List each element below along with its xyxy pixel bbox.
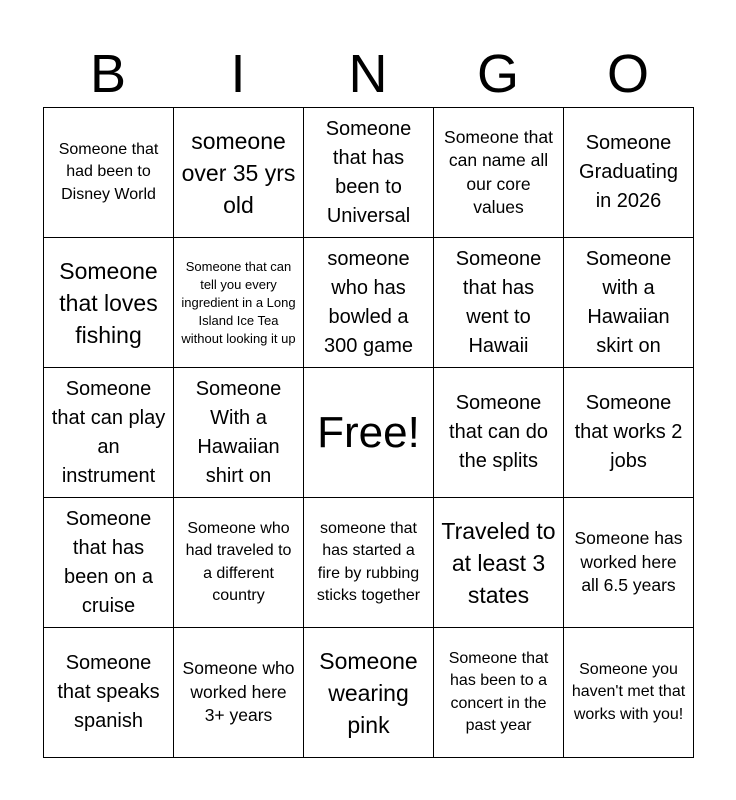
- bingo-cell[interactable]: [44, 498, 174, 628]
- bingo-cell[interactable]: [304, 108, 434, 238]
- cell-label: Someone that can tell you every ingredient in a Long Island Ice Tea without looking it up: [181, 258, 296, 346]
- cell-label: Someone that loves fishing: [59, 257, 158, 348]
- bingo-cell[interactable]: [434, 628, 564, 758]
- bingo-cell[interactable]: [174, 628, 304, 758]
- bingo-header: [43, 40, 693, 108]
- cell-label: Someone who had traveled to a different country: [185, 519, 292, 604]
- cell-label: Someone that has been to Universal: [325, 117, 412, 227]
- cell-label: Someone wearing pink: [319, 647, 418, 738]
- bingo-cell[interactable]: [304, 498, 434, 628]
- bingo-cell[interactable]: [174, 498, 304, 628]
- bingo-cell[interactable]: [564, 238, 694, 368]
- header-letter-b: B: [89, 44, 127, 104]
- bingo-cell[interactable]: [44, 238, 174, 368]
- bingo-cell[interactable]: [174, 368, 304, 498]
- bingo-cell[interactable]: [564, 108, 694, 238]
- cell-label: Someone that has went to Hawaii: [455, 247, 542, 357]
- cell-label: Someone that can play an instrument: [51, 377, 166, 487]
- cell-label: Someone that works 2 jobs: [574, 392, 683, 472]
- header-letter-i: I: [230, 44, 246, 104]
- cell-label: Someone with a Hawaiian skirt on: [585, 247, 672, 357]
- bingo-cell[interactable]: [304, 628, 434, 758]
- bingo-cell[interactable]: [44, 368, 174, 498]
- cell-label: Traveled to at least 3 states: [441, 517, 556, 608]
- cell-label: Someone Graduating in 2026: [579, 132, 678, 212]
- bingo-cell[interactable]: [434, 368, 564, 498]
- cell-label: Someone has worked here all 6.5 years: [574, 528, 683, 596]
- bingo-cell[interactable]: [174, 108, 304, 238]
- cell-label: someone who has bowled a 300 game: [324, 247, 413, 357]
- cell-label: Someone that has been on a cruise: [64, 507, 153, 617]
- cell-label: Someone who worked here 3+ years: [182, 658, 295, 726]
- bingo-cell[interactable]: [564, 628, 694, 758]
- cell-label: Someone that speaks spanish: [57, 652, 160, 732]
- cell-label: Someone that had been to Disney World: [58, 140, 159, 203]
- cell-label: someone over 35 yrs old: [181, 127, 296, 218]
- cell-label: Someone that can name all our core values: [444, 126, 553, 217]
- header-letter-g: G: [476, 44, 519, 104]
- board-row: [44, 498, 694, 628]
- cell-label: someone that has started a fire by rubbing sticks together: [316, 519, 421, 604]
- cell-label: Someone you haven't met that works with you!: [571, 660, 686, 723]
- bingo-cell[interactable]: [174, 238, 304, 368]
- board-row: [44, 628, 694, 758]
- cell-label: Someone With a Hawaiian shirt on: [195, 377, 282, 487]
- header-letter-o: O: [606, 44, 649, 104]
- board-row: [44, 238, 694, 368]
- bingo-cell[interactable]: [44, 108, 174, 238]
- header-letter-n: N: [348, 44, 388, 104]
- bingo-cell[interactable]: [564, 498, 694, 628]
- bingo-cell[interactable]: [44, 628, 174, 758]
- bingo-cell[interactable]: [304, 238, 434, 368]
- bingo-cell[interactable]: [564, 368, 694, 498]
- board-row: [44, 108, 694, 238]
- bingo-board: [43, 107, 694, 758]
- free-space-label: Free!: [317, 407, 420, 457]
- cell-label: Someone that has been to a concert in the past year: [448, 649, 549, 734]
- bingo-cell[interactable]: [434, 238, 564, 368]
- board-row: [44, 368, 694, 498]
- bingo-cell[interactable]: [434, 108, 564, 238]
- bingo-cell[interactable]: [434, 498, 564, 628]
- cell-label: Someone that can do the splits: [449, 392, 548, 472]
- free-space-cell[interactable]: [304, 368, 434, 498]
